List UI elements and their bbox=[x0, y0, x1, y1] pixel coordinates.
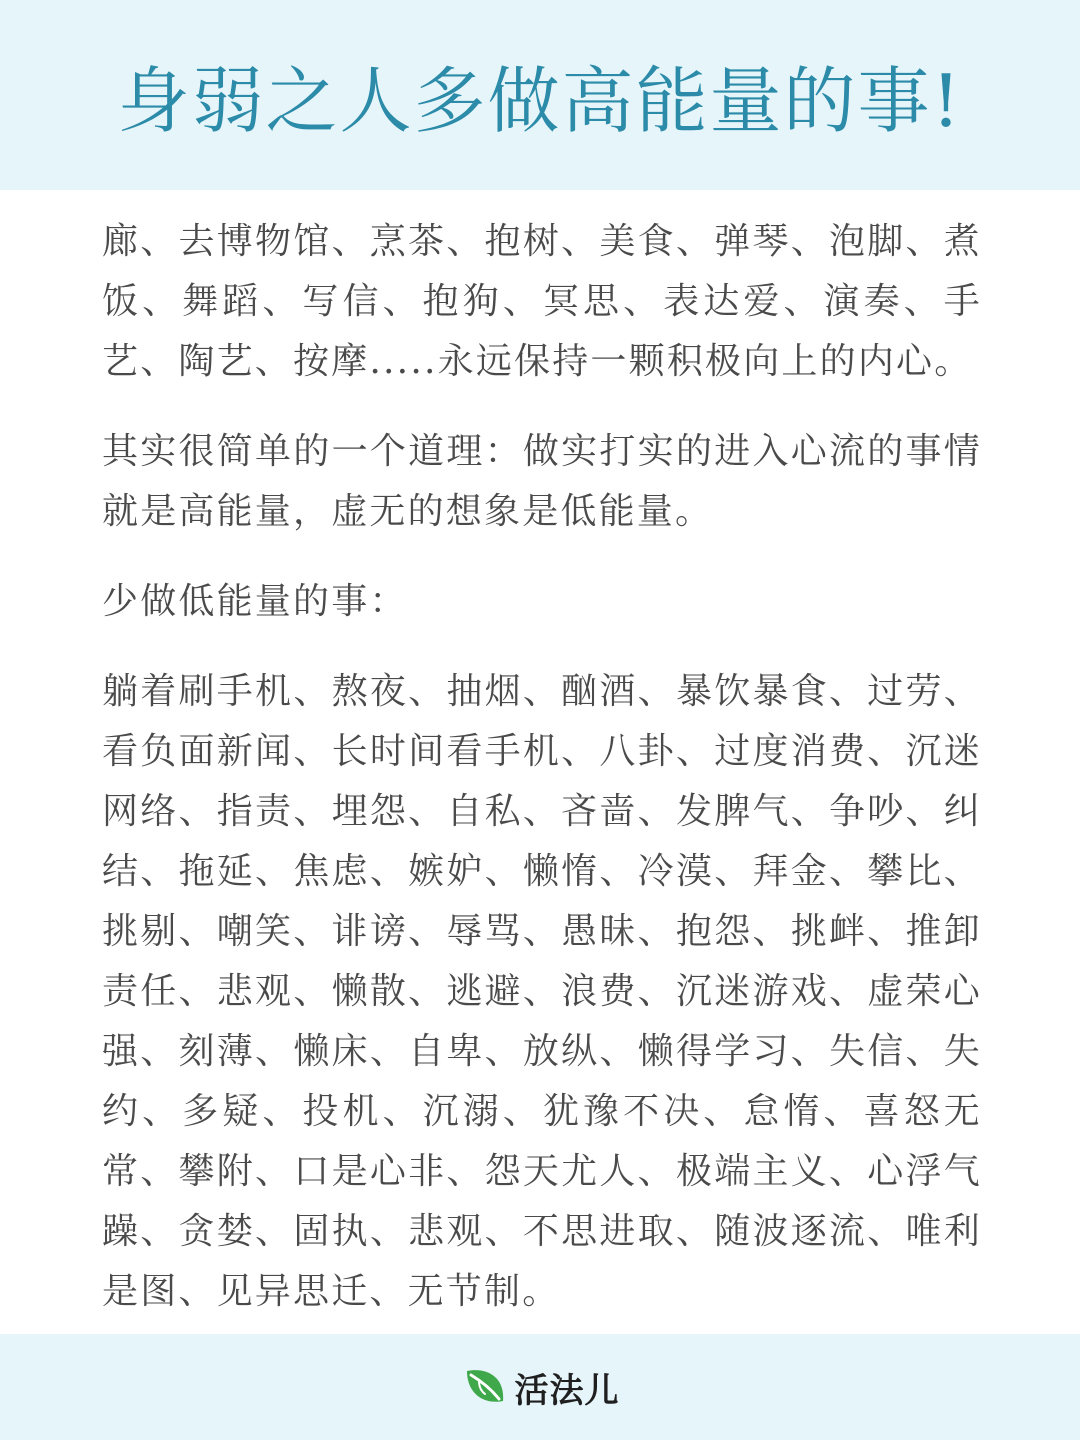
paragraph-low-energy-list: 躺着刷手机、熬夜、抽烟、酗酒、暴饮暴食、过劳、看负面新闻、长时间看手机、八卦、过度消费、沉迷网络、指责、埋怨、自私、吝啬、发脾气、争吵、纠结、拖延、焦虑、嫉妒、懒惰、冷漠、拜金、攀比、挑剔、嘲笑、诽谤、辱骂、愚昧、抱怨、挑衅、推卸责任、悲观、懒散、逃避、浪费、沉迷游戏、虚荣心强、刻薄、懒床、自卑、放纵、懒得学习、失信、失约、多疑、投机、沉溺、犹豫不决、怠惰、喜怒无常、攀附、口是心非、怨天尤人、极端主义、心浮气躁、贪婪、固执、悲观、不思进取、随波逐流、唯利是图、见异思迁、无节制。 bbox=[102, 671, 982, 1312]
paragraph-principle: 其实很简单的一个道理：做实打实的进入心流的事情就是高能量，虚无的想象是低能量。 bbox=[102, 431, 982, 532]
leaf-icon bbox=[461, 1363, 509, 1411]
paragraph-high-energy-list: 廊、去博物馆、烹茶、抱树、美食、弹琴、泡脚、煮饭、舞蹈、写信、抱狗、冥思、表达爱、演奏、手艺、陶艺、按摩.....永远保持一颗积极向上的内心。 bbox=[102, 221, 982, 382]
paragraph-spacer bbox=[102, 542, 982, 572]
header-banner bbox=[0, 0, 1080, 190]
footer-bar bbox=[0, 1334, 1080, 1440]
paragraph-spacer bbox=[102, 632, 982, 662]
article-body bbox=[102, 212, 982, 1322]
page-title: 身弱之人多做高能量的事! bbox=[117, 59, 963, 143]
paragraph-spacer bbox=[102, 392, 982, 422]
brand-logo bbox=[461, 1363, 620, 1412]
paragraph-low-energy-heading: 少做低能量的事： bbox=[102, 581, 408, 622]
brand-name: 活法儿 bbox=[514, 1370, 620, 1411]
